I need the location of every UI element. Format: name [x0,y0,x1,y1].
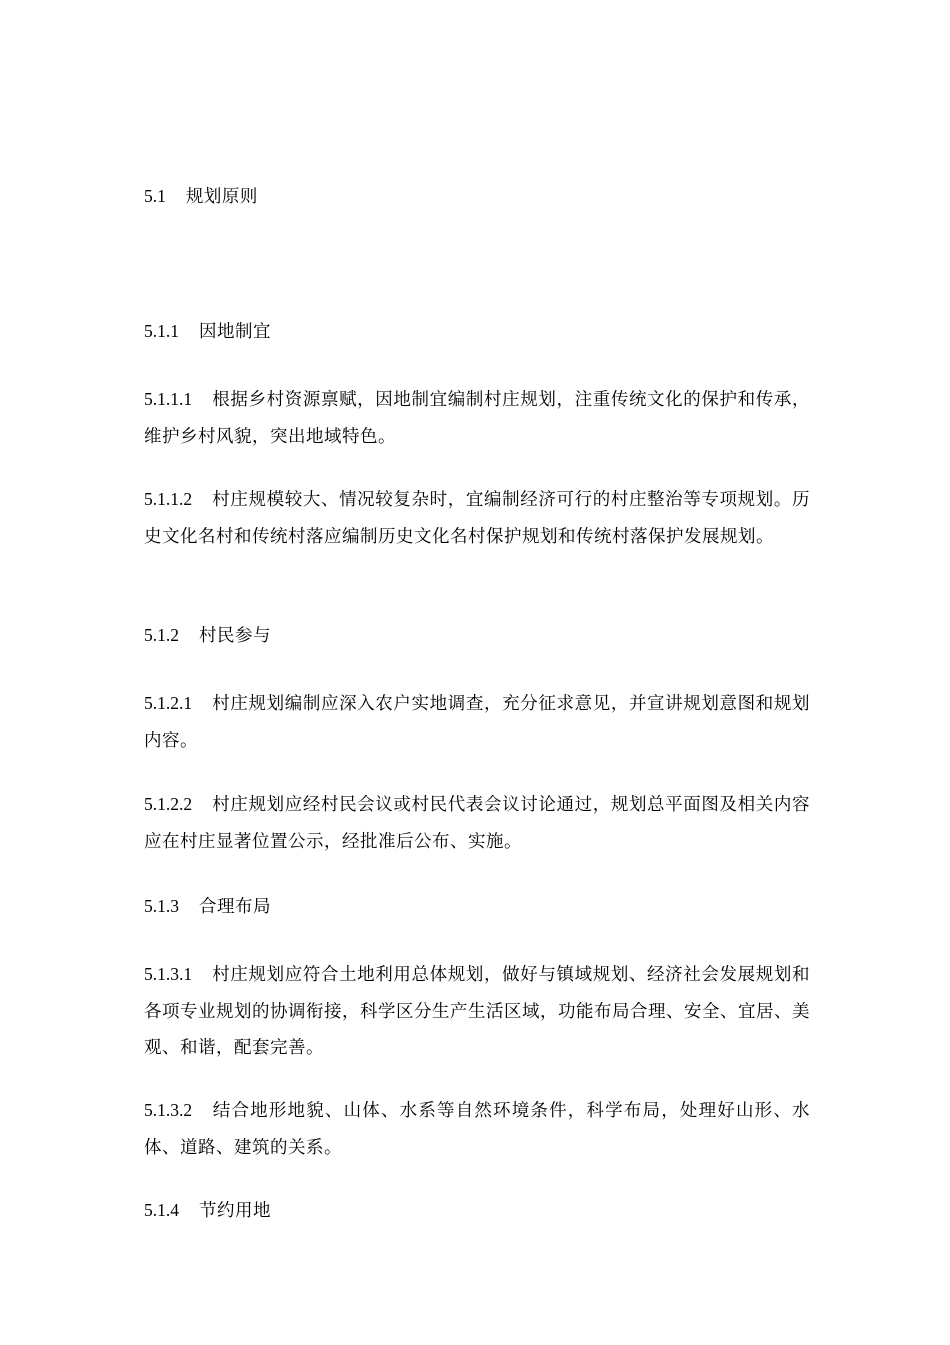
clause-number: 5.1.2.1 [144,693,193,713]
clause-text: 根据乡村资源禀赋，因地制宜编制村庄规划，注重传统文化的保护和传承，维护乡村风貌，突出地域特色。 [144,390,810,447]
section-title: 因地制宜 [199,322,271,342]
clause-text: 结合地形地貌、山体、水系等自然环境条件，科学布局，处理好山形、水体、道路、建筑的关系。 [144,1101,810,1158]
heading-5-1-4 [144,1192,810,1230]
clause-number: 5.1.1.1 [144,389,193,409]
paragraph-5-1-3-1 [144,956,810,1067]
section-number: 5.1 [144,186,166,206]
paragraph-5-1-3-2 [144,1092,810,1166]
clause-text: 村庄规划应符合土地利用总体规划，做好与镇域规划、经济社会发展规划和各项专业规划的协调衔接，科学区分生产生活区域，功能布局合理、安全、宜居、美观、和谐，配套完善。 [144,965,810,1058]
section-title: 合理布局 [199,897,271,917]
heading-5-1-2 [144,617,810,655]
section-title: 规划原则 [185,187,258,207]
clause-text: 村庄规模较大、情况较复杂时，宜编制经济可行的村庄整治等专项规划。历史文化名村和传统村落应编制历史文化名村保护规划和传统村落保护发展规划。 [144,490,810,547]
section-title: 节约用地 [199,1201,271,1221]
heading-5-1 [144,178,810,216]
clause-number: 5.1.1.2 [144,489,193,509]
paragraph-5-1-1-1 [144,381,810,455]
clause-number: 5.1.2.2 [144,794,193,814]
section-number: 5.1.3 [144,896,179,916]
section-title: 村民参与 [199,626,271,646]
clause-number: 5.1.3.2 [144,1100,193,1120]
heading-5-1-3 [144,888,810,926]
clause-text: 村庄规划编制应深入农户实地调查，充分征求意见，并宣讲规划意图和规划内容。 [144,694,810,751]
paragraph-5-1-1-2 [144,481,810,555]
paragraph-5-1-2-1 [144,685,810,759]
clause-text: 村庄规划应经村民会议或村民代表会议讨论通过，规划总平面图及相关内容应在村庄显著位置公示，经批准后公布、实施。 [144,795,810,852]
section-number: 5.1.2 [144,625,179,645]
heading-5-1-1 [144,313,810,351]
clause-number: 5.1.3.1 [144,964,193,984]
section-number: 5.1.1 [144,321,179,341]
section-number: 5.1.4 [144,1200,179,1220]
paragraph-5-1-2-2 [144,786,810,860]
